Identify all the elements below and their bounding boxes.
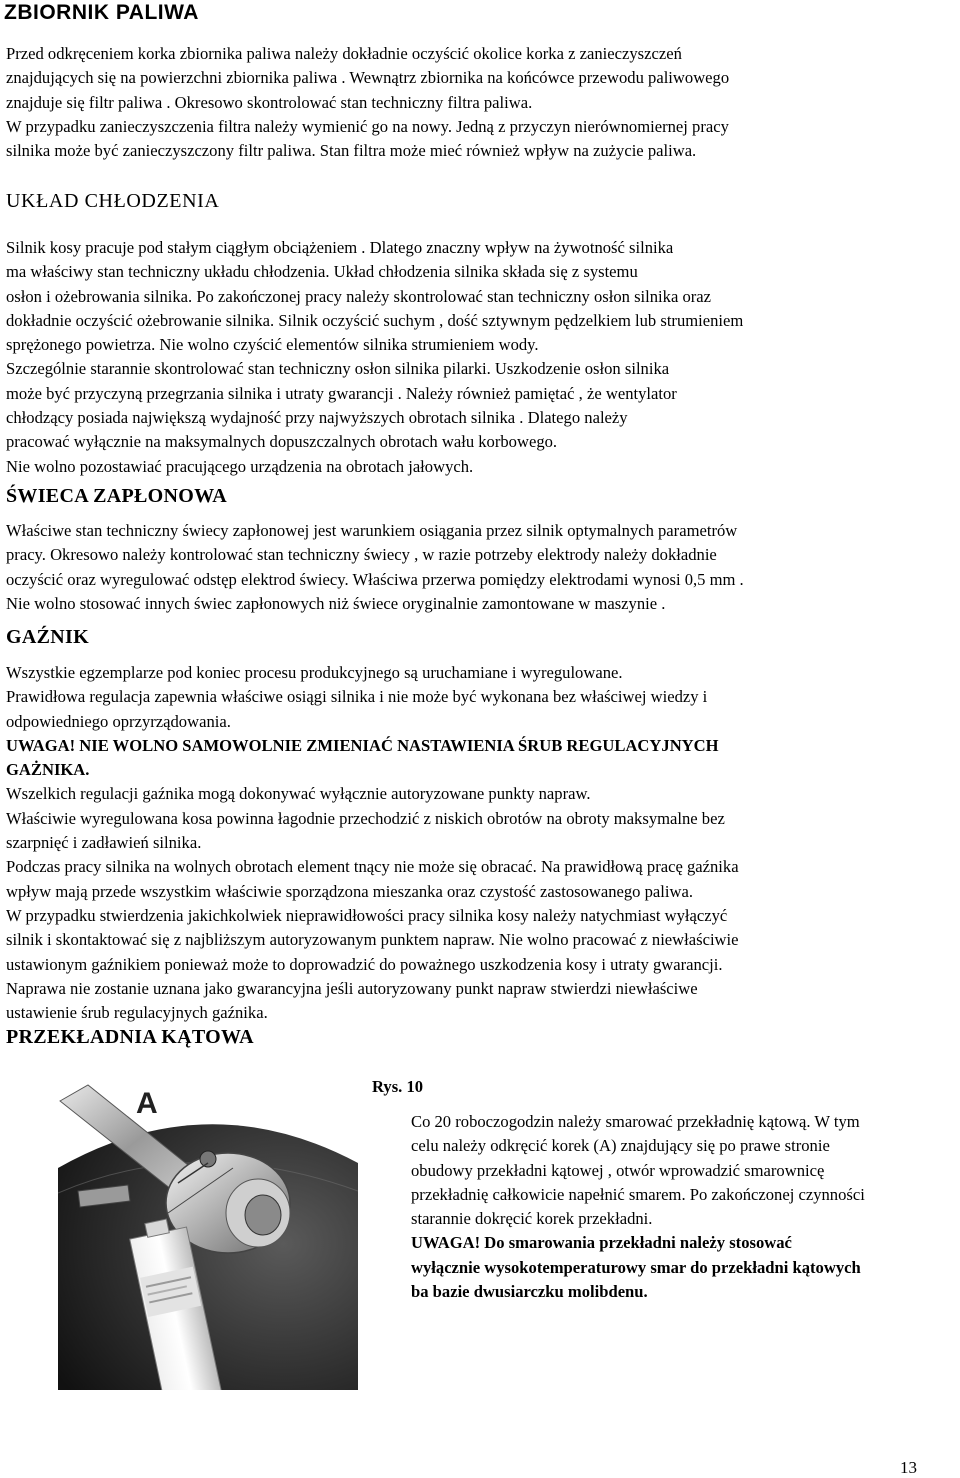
text-line: przekładnię całkowicie napełnić smarem. Po zakończonej czynności	[411, 1184, 865, 1204]
text-line: W przypadku zanieczyszczenia filtra należy wymienić go na nowy. Jedną z przyczyn nierównomiernej pracy	[6, 116, 729, 136]
section-heading-cooling: UKŁAD CHŁODZENIA	[6, 190, 220, 212]
text-line: znajduje się filtr paliwa . Okresowo skontrolować stan techniczny filtra paliwa.	[6, 92, 533, 112]
text-line: Prawidłowa regulacja zapewnia właściwe osiągi silnika i nie może być wykonana bez właściwej wiedzy i	[6, 687, 708, 707]
text-line: silnika może być zanieczyszczony filtr paliwa. Stan filtra może mieć również wpływ na zużycie paliwa.	[6, 141, 697, 161]
text-line: sprężonego powietrza. Nie wolno czyścić elementów silnika strumieniem wody.	[6, 335, 539, 355]
text-line: chłodzący posiada największą wydajność przy najwyższych obrotach silnika . Dlatego należy	[6, 408, 628, 428]
text-line: Wszelkich regulacji gaźnika mogą dokonywać wyłącznie autoryzowane punkty napraw.	[6, 784, 591, 804]
section-heading-fuel-tank: ZBIORNIK PALIWA	[4, 1, 199, 24]
text-line: odpowiedniego oprzyrządowania.	[6, 711, 231, 731]
text-line: Podczas pracy silnika na wolnych obrotach element tnący nie może się obracać. Na prawidłową pracę gaźnika	[6, 857, 739, 877]
section-heading-angle-gear: PRZEKŁADNIA KĄTOWA	[6, 1026, 254, 1048]
text-line: Przed odkręceniem korka zbiornika paliwa należy dokładnie oczyścić okolice korka z zanieczyszczeń	[6, 44, 682, 63]
angle-gear-figure	[58, 1073, 358, 1390]
text-line: pracy. Okresowo należy kontrolować stan techniczny świecy , w razie potrzeby elektrody należy dokładnie	[6, 545, 717, 565]
text-line: oczyścić oraz wyregulować odstęp elektrod świecy. Właściwa przerwa pomiędzy elektrodami wynosi 0,5 mm .	[6, 569, 744, 589]
page-number: 13	[900, 1458, 917, 1477]
text-line: ustawionym gaźnikiem ponieważ może to doprowadzić do poważnego uszkodzenia kosy i utraty gwarancji.	[6, 954, 723, 974]
text-line: wpływ mają przede wszystkim właściwie sporządzona mieszanka oraz czystość zastosowanego paliwa.	[6, 881, 694, 901]
text-line: obudowy przekładni kątowej , otwór wprowadzić smarownicę	[411, 1160, 825, 1180]
figure-caption: Rys. 10	[372, 1077, 424, 1096]
text-line: Właściwe stan techniczny świecy zapłonowej jest warunkiem osiągania przez silnik optymalnych parametrów	[6, 521, 738, 540]
fuel-tank-paragraph	[6, 42, 729, 163]
text-line: Szczególnie starannie skontrolować stan techniczny osłon silnika pilarki. Uszkodzenie osłon silnika	[6, 359, 670, 379]
cooling-paragraph	[6, 236, 743, 479]
carburetor-paragraph	[6, 661, 739, 1025]
section-heading-carburetor: GAŹNIK	[6, 626, 89, 648]
section-heading-spark-plug: ŚWIECA ZAPŁONOWA	[6, 485, 227, 507]
text-line: Naprawa nie zostanie uznana jako gwarancyjna jeśli autoryzowany punkt napraw stwierdzi niewłaściwe	[6, 978, 698, 998]
warning-line: GAŻNIKA.	[6, 760, 90, 780]
text-line: W przypadku stwierdzenia jakichkolwiek nieprawidłowości pracy silnika kosy należy natychmiast wyłączyć	[6, 905, 728, 925]
text-line: Nie wolno stosować innych świec zapłonowych niż świece oryginalnie zamontowane w maszynie .	[6, 593, 666, 613]
text-line: Silnik kosy pracuje pod stałym ciągłym obciążeniem . Dlatego znaczny wpływ na żywotność silnika	[6, 238, 674, 257]
text-line: ustawienie śrub regulacyjnych gaźnika.	[6, 1003, 268, 1023]
angle-gear-paragraph	[411, 1110, 865, 1304]
text-line: Wszystkie egzemplarze pod koniec procesu produkcyjnego są uruchamiane i wyregulowane.	[6, 663, 623, 682]
angle-gear-illustration	[58, 1073, 358, 1390]
text-line: celu należy odkręcić korek (A) znajdujący się po prawe stronie	[411, 1136, 830, 1156]
text-line: Nie wolno pozostawiać pracującego urządzenia na obrotach jałowych.	[6, 456, 474, 476]
warning-line: wyłącznie wysokotemperaturowy smar do przekładni kątowych	[411, 1257, 861, 1277]
text-line: osłon i ożebrowania silnika. Po zakończonej pracy należy skontrolować stan techniczny osłon silnika oraz	[6, 286, 712, 306]
text-line: Co 20 roboczogodzin należy smarować przekładnię kątową. W tym	[411, 1112, 860, 1131]
text-line: pracować wyłącznie na maksymalnych dopuszczalnych obrotach wału korbowego.	[6, 432, 558, 452]
text-line: Właściwie wyregulowana kosa powinna łagodnie przechodzić z niskich obrotów na obroty maksymalne bez	[6, 808, 725, 828]
warning-line: ba bazie dwusiarczku molibdenu.	[411, 1282, 648, 1302]
warning-line: UWAGA! Do smarowania przekładni należy stosować	[411, 1233, 792, 1253]
text-line: szarpnięć i zadławień silnika.	[6, 833, 202, 853]
spark-plug-paragraph	[6, 519, 744, 616]
text-line: dokładnie oczyścić ożebrowanie silnika. Silnik oczyścić suchym , dość sztywnym pędzelkiem lub strumieniem	[6, 310, 744, 330]
warning-line: UWAGA! NIE WOLNO SAMOWOLNIE ZMIENIAĆ NASTAWIENIA ŚRUB REGULACYJNYCH	[6, 735, 719, 755]
figure-label-a: A	[136, 1087, 158, 1120]
text-line: może być przyczyną przegrzania silnika i utraty gwarancji . Należy również pamiętać , że wentylator	[6, 383, 677, 403]
text-line: starannie dokręcić korek przekładni.	[411, 1209, 653, 1229]
text-line: ma właściwy stan techniczny układu chłodzenia. Układ chłodzenia silnika składa się z systemu	[6, 262, 638, 282]
text-line: znajdujących się na powierzchni zbiornika paliwa . Wewnątrz zbiornika na końcówce przewodu paliwowego	[6, 68, 730, 88]
text-line: silnik i skontaktować się z najbliższym autoryzowanym punktem napraw. Nie wolno pracować z niewłaściwie	[6, 930, 739, 950]
